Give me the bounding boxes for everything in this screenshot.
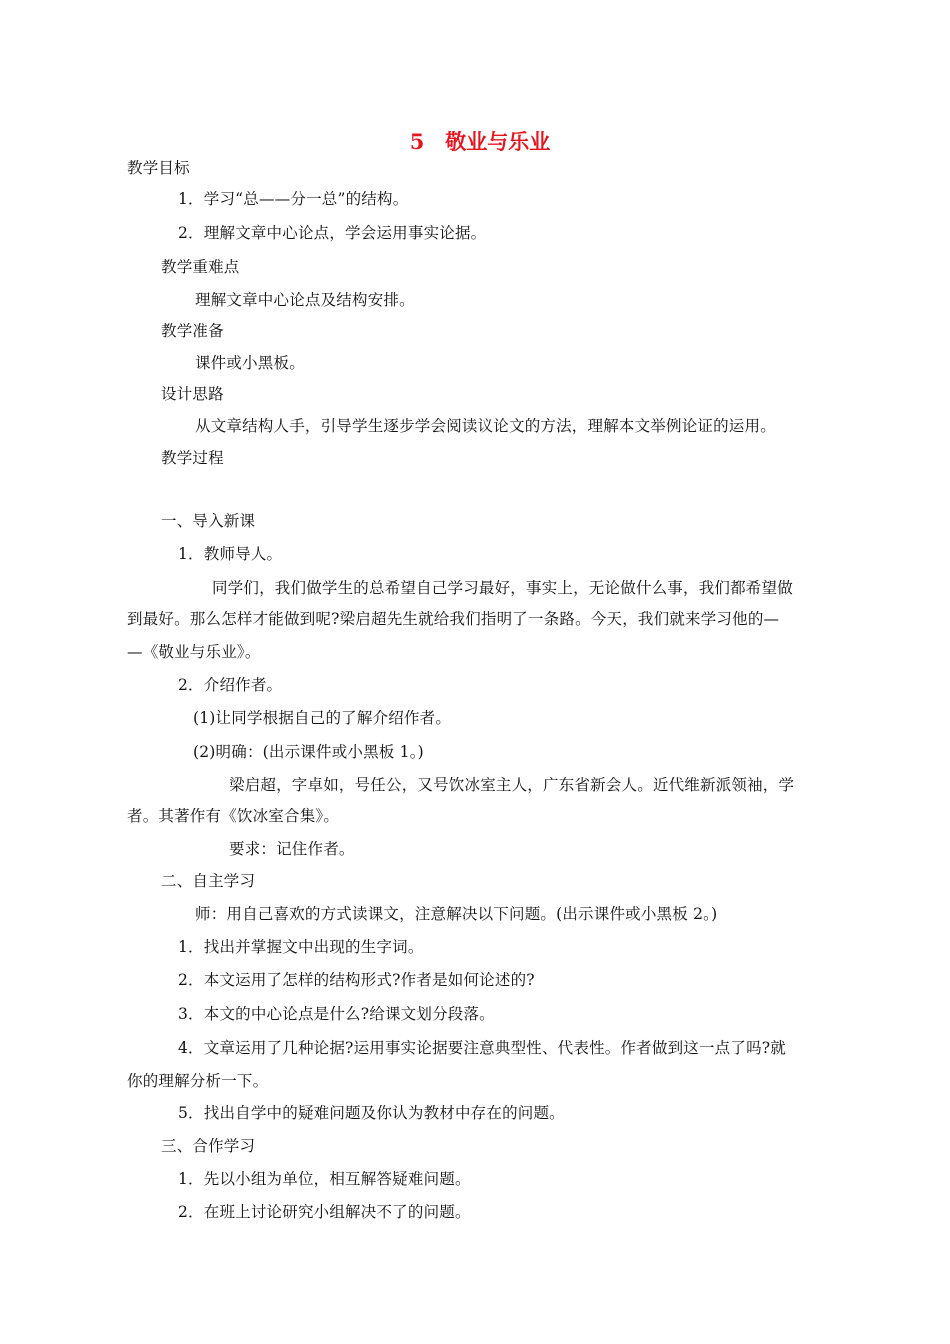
heading-design: 设计思路 xyxy=(161,385,224,403)
section-2-item-5: 5．找出自学中的疑难问题及你认为教材中存在的问题。 xyxy=(178,1104,565,1122)
key-points-text: 理解文章中心论点及结构安排。 xyxy=(195,291,415,309)
section-2-item-1: 1．找出并掌握文中出现的生字词。 xyxy=(178,938,424,956)
section-1-heading: 一、导入新课 xyxy=(161,512,256,530)
paragraph-line: 梁启超，字卓如，号任公，又号饮冰室主人，广东省新会人。近代维新派领袖，学 xyxy=(229,776,795,794)
preparation-text: 课件或小黑板。 xyxy=(195,354,305,372)
paragraph-line: 同学们，我们做学生的总希望自己学习最好，事实上，无论做什么事，我们都希望做 xyxy=(212,579,793,597)
paragraph-line: 者。其著作有《饮冰室合集》。 xyxy=(127,807,340,825)
heading-process: 教学过程 xyxy=(161,449,224,467)
sub-item-2: (2)明确：(出示课件或小黑板 1。) xyxy=(193,743,424,761)
paragraph-line: 你的理解分析一下。 xyxy=(127,1072,269,1090)
section-2-intro: 师：用自己喜欢的方式读课文，注意解决以下问题。(出示课件或小黑板 2。) xyxy=(195,905,718,923)
section-1-item-1: 1．教师导人。 xyxy=(178,545,283,563)
section-2-item-4: 4．文章运用了几种论据?运用事实论据要注意典型性、代表性。作者做到这一点了吗?就 xyxy=(178,1039,786,1057)
section-3-heading: 三、合作学习 xyxy=(161,1137,256,1155)
goal-item-2: 2．理解文章中心论点，学会运用事实论据。 xyxy=(178,224,487,242)
section-2-heading: 二、自主学习 xyxy=(161,872,256,890)
section-3-item-1: 1．先以小组为单位，相互解答疑难问题。 xyxy=(178,1170,471,1188)
requirement-text: 要求：记住作者。 xyxy=(229,840,355,858)
heading-key-points: 教学重难点 xyxy=(161,258,240,276)
section-3-item-2: 2．在班上讨论研究小组解决不了的问题。 xyxy=(178,1203,471,1221)
paragraph-line: 到最好。那么怎样才能做到呢?梁启超先生就给我们指明了一条路。今天，我们就来学习他的— xyxy=(127,610,780,628)
heading-teaching-goals: 教学目标 xyxy=(127,159,190,177)
section-2-item-3: 3．本文的中心论点是什么?给课文划分段落。 xyxy=(178,1005,495,1023)
design-text: 从文章结构人手，引导学生逐步学会阅读议论文的方法，理解本文举例论证的运用。 xyxy=(195,417,776,435)
goal-item-1: 1．学习“总——分一总”的结构。 xyxy=(178,190,409,208)
heading-preparation: 教学准备 xyxy=(161,322,224,340)
section-2-item-2: 2．本文运用了怎样的结构形式?作者是如何论述的? xyxy=(178,971,535,989)
page-title: 5 敬业与乐业 xyxy=(409,129,551,154)
paragraph-line: —《敬业与乐业》。 xyxy=(127,643,261,661)
section-1-item-2: 2．介绍作者。 xyxy=(178,676,283,694)
sub-item-1: (1)让同学根据自己的了解介绍作者。 xyxy=(193,709,452,727)
